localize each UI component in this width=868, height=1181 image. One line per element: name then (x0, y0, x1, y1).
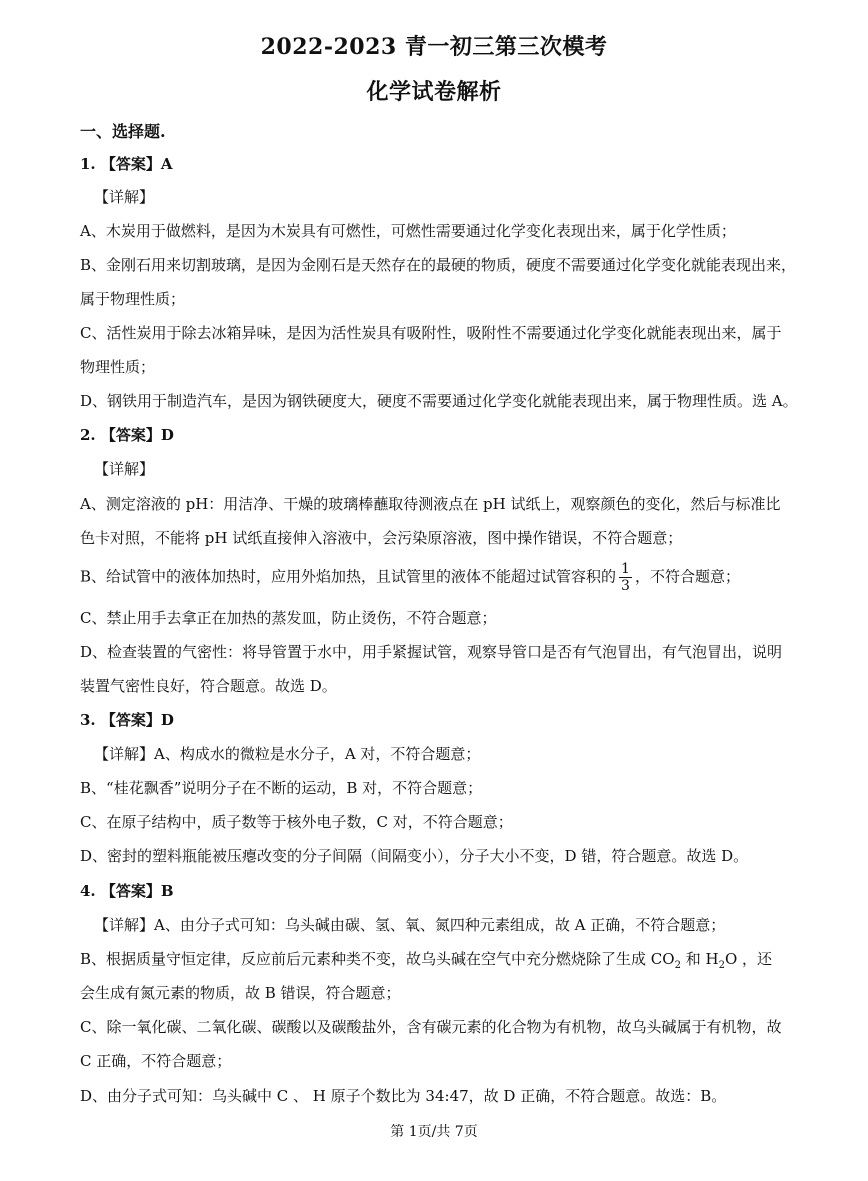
q2-detail-label: 【详解】 (94, 460, 155, 478)
q2-option-d-line2: 装置气密性良好，符合题意。故选 D。 (80, 677, 337, 695)
formula-h2o-o: O (724, 950, 738, 968)
q3-option-a: 【详解】A、构成水的微粒是水分子，A 对，不符合题意； (94, 745, 481, 763)
q2-answer: 2. 【答案】D (80, 426, 174, 444)
section-heading: 一、选择题. (80, 122, 166, 141)
q2-option-b-text: B、给试管中的液体加热时，应用外焰加热，且试管里的液体不能超过试管容积的 (80, 567, 617, 586)
q2-option-b-tail: ，不符合题意； (634, 567, 740, 586)
q2-option-a-line2: 色卡对照，不能将 pH 试纸直接伸入溶液中，会污染原溶液，图中操作错误，不符合题意； (80, 529, 683, 547)
q2-option-b (80, 561, 790, 594)
q4-option-c-line2: C 正确，不符合题意； (80, 1052, 232, 1070)
formula-h2o-subscript: 2 (718, 960, 725, 971)
q3-option-d: D、密封的塑料瓶能被压瘪改变的分子间隔（间隔变小），分子大小不变，D 错，符合题意。故选 D。 (80, 847, 749, 865)
q2-option-d-line1: D、检查装置的气密性：将导管置于水中，用手紧握试管，观察导管口是否有气泡冒出，有气泡冒出，说明 (80, 643, 783, 661)
q4-option-d: D、由分子式可知：乌头碱中 C 、 H 原子个数比为 34:47，故 D 正确，不符合题意。故选：B。 (80, 1087, 727, 1105)
q1-option-a: A、木炭用于做燃料，是因为木炭具有可燃性，可燃性需要通过化学变化表现出来，属于化学性质； (80, 222, 736, 240)
q1-option-d: D、钢铁用于制造汽车，是因为钢铁硬度大，硬度不需要通过化学变化就能表现出来，属于物理性质。选 A。 (80, 392, 798, 410)
q4-option-b-text: B、根据质量守恒定律，反应前后元素种类不变，故乌头碱在空气中充分燃烧除了生成 (80, 950, 651, 968)
fraction-one-third (619, 561, 632, 594)
formula-h2o (705, 950, 738, 971)
q3-answer: 3. 【答案】D (80, 711, 174, 729)
document-title: 2022-2023 青一初三第三次模考 (260, 34, 608, 60)
formula-co2-subscript: 2 (674, 960, 681, 971)
q1-option-c-line2: 物理性质； (80, 358, 156, 376)
q4-option-a: 【详解】A、由分子式可知：乌头碱由碳、氢、氧、氮四种元素组成，故 A 正确，不符合题意； (94, 916, 726, 934)
formula-co2 (650, 950, 681, 971)
q2-option-c: C、禁止用手去拿正在加热的蒸发皿，防止烫伤，不符合题意； (80, 609, 497, 627)
q4-answer: 4. 【答案】B (80, 882, 174, 900)
q4-option-b-line2: 会生成有氮元素的物质，故 B 错误，符合题意； (80, 984, 401, 1002)
q4-option-b-line1 (80, 948, 790, 977)
q1-answer: 1. 【答案】A (80, 155, 173, 173)
document-subtitle: 化学试卷解析 (366, 79, 502, 105)
q4-option-b-tail: ，还 (737, 950, 773, 968)
q1-option-c-line1: C、活性炭用于除去冰箱异味，是因为活性炭具有吸附性，吸附性不需要通过化学变化就能表现出来，属于 (80, 324, 782, 342)
q1-option-b-line2: 属于物理性质； (80, 290, 186, 308)
q1-detail-label: 【详解】 (94, 188, 155, 206)
formula-h2o-h: H (705, 950, 719, 968)
q4-conjunction: 和 (680, 950, 706, 968)
q3-option-b: B、“桂花飘香”说明分子在不断的运动，B 对，不符合题意； (80, 779, 483, 797)
fraction-denominator: 3 (621, 578, 630, 594)
q3-option-c: C、在原子结构中，质子数等于核外电子数，C 对，不符合题意； (80, 813, 513, 831)
q1-option-b-line1: B、金刚石用来切割玻璃，是因为金刚石是天然存在的最硬的物质，硬度不需要通过化学变化就能表现出来， (80, 256, 797, 274)
page-number: 第 1页/共 7页 (390, 1124, 478, 1140)
formula-co2-base: CO (650, 950, 675, 968)
fraction-numerator: 1 (621, 561, 630, 577)
q4-option-c-line1: C、除一氧化碳、二氧化碳、碳酸以及碳酸盐外，含有碳元素的化合物为有机物，故乌头碱属于有机物，故 (80, 1018, 782, 1036)
q2-option-a-line1: A、测定溶液的 pH：用洁净、干燥的玻璃棒蘸取待测液点在 pH 试纸上，观察颜色的变化，然后与标准比 (80, 495, 781, 513)
